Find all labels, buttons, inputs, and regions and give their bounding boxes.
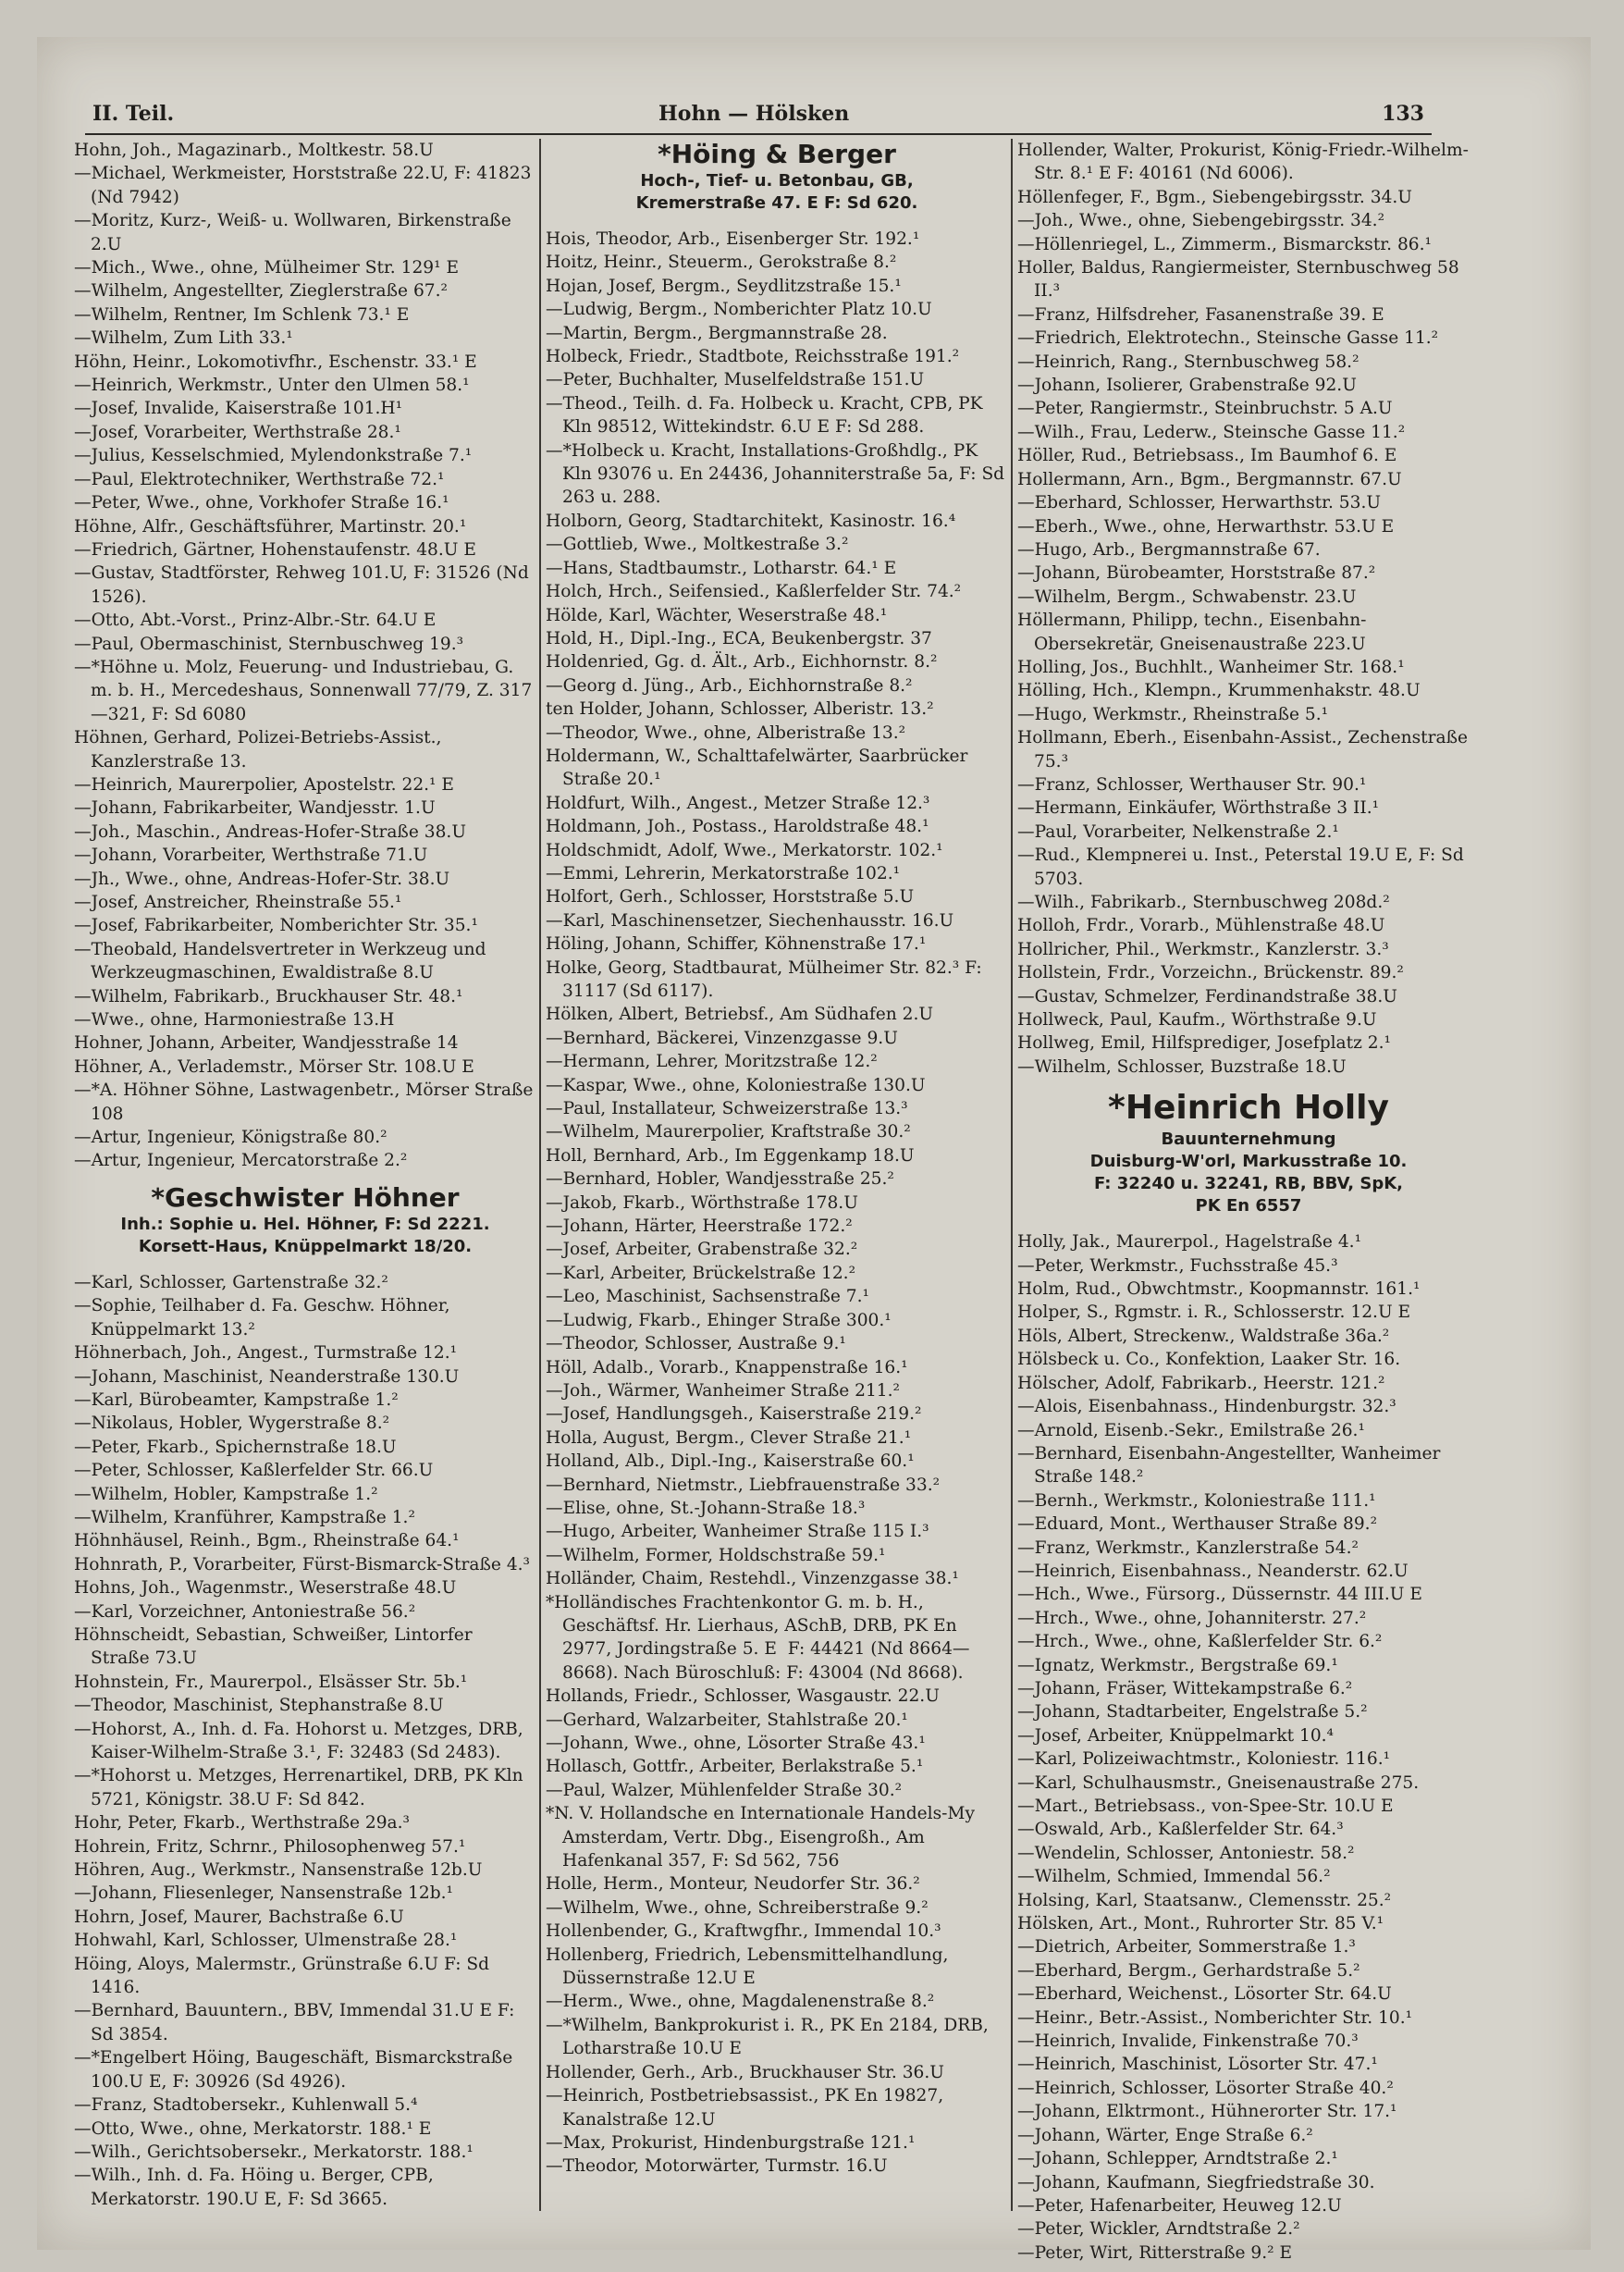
directory-entry: Hollmann, Eberh., Eisenbahn-Assist., Zechenstraße 75.³ (1017, 728, 1473, 772)
directory-entry: Hohns, Joh., Wagenmstr., Weserstraße 48.U (74, 1578, 457, 1599)
directory-entry: —Wilh., Gerichtsobersekr., Merkatorstr. 188.¹ (74, 2142, 474, 2162)
directory-entry: Hollweg, Emil, Hilfsprediger, Josefplatz 2.¹ (1017, 1033, 1391, 1054)
directory-entry: —Wilhelm, Rentner, Im Schlenk 73.¹ E (74, 304, 410, 325)
directory-entry: —Joh., Wwe., ohne, Siebengebirgsstr. 34.² (1017, 211, 1385, 231)
directory-entry: —*Wilhelm, Bankprokurist i. R., PK En 2184, DRB, Lotharstraße 10.U E (546, 2015, 994, 2059)
directory-entry: Höhner, A., Verlademstr., Mörser Str. 108.U E (74, 1056, 474, 1077)
directory-entry: —Karl, Vorzeichner, Antoniestraße 56.² (74, 1601, 416, 1622)
directory-entry: —Sophie, Teilhaber d. Fa. Geschw. Höhner, Knüppelmarkt 13.² (74, 1296, 456, 1340)
directory-entry: —Elise, ohne, St.-Johann-Straße 18.³ (546, 1498, 866, 1518)
directory-entry: —Wilhelm, Hobler, Kampstraße 1.² (74, 1484, 378, 1504)
directory-entry: —Hch., Wwe., Fürsorg., Düssernstr. 44 III.U E (1017, 1585, 1422, 1605)
directory-entry: —Heinr., Betr.-Assist., Nomberichter Str. 10.¹ (1017, 2007, 1413, 2028)
advert-line: Korsett-Haus, Knüppelmarkt 18/20. (138, 1236, 473, 1256)
directory-entry: —Jakob, Fkarb., Wörthstraße 178.U (546, 1192, 858, 1213)
directory-entry: —Peter, Fkarb., Spichernstraße 18.U (74, 1437, 397, 1457)
directory-entry: —Gerhard, Walzarbeiter, Stahlstraße 20.¹ (546, 1710, 908, 1730)
directory-entry: Hollricher, Phil., Werkmstr., Kanzlerstr. 3.³ (1017, 939, 1389, 959)
directory-entry: Hois, Theodor, Arb., Eisenberger Str. 192.¹ (546, 229, 920, 249)
directory-entry: —Georg d. Jüng., Arb., Eichhornstraße 8.² (546, 675, 913, 696)
directory-entry: Hollands, Friedr., Schlosser, Wasgaustr. 22.U (546, 1686, 940, 1707)
directory-entry: Hollweck, Paul, Kaufm., Wörthstraße 9.U (1017, 1010, 1377, 1031)
directory-entry: —Wilhelm, Bergm., Schwabenstr. 23.U (1017, 587, 1357, 607)
directory-entry: Hold, H., Dipl.-Ing., ECA, Beukenbergstr. 37 (546, 628, 932, 648)
directory-entry: —Hugo, Arb., Bergmannstraße 67. (1017, 539, 1321, 560)
directory-entry: —Max, Prokurist, Hindenburgstraße 121.¹ (546, 2132, 916, 2153)
directory-entry: —Theodor, Motorwärter, Turmstr. 16.U (546, 2156, 888, 2177)
directory-entry: —Bernhard, Bäckerei, Vinzenzgasse 9.U (546, 1028, 898, 1048)
directory-entry: Holfort, Gerh., Schlosser, Horststraße 5.U (546, 887, 915, 908)
directory-entry: Holdmann, Joh., Postass., Haroldstraße 48.¹ (546, 817, 929, 837)
directory-entry: Holler, Baldus, Rangiermeister, Sternbuschweg 58 II.³ (1017, 258, 1465, 302)
directory-entry: Hölsbeck u. Co., Konfektion, Laaker Str. 16. (1017, 1350, 1401, 1370)
directory-entry: *Holländisches Frachtenkontor G. m. b. H., Geschäftsf. Hr. Lierhaus, ASchB, DRB, PK En 2977, Jordingstraße 5. E F: 44421 (Nd 8664—8668). Nach Büroschluß: F: 43004 (Nd 8668). (546, 1592, 970, 1683)
directory-entry: —Heinrich, Postbetriebsassist., PK En 19827, Kanalstraße 12.U (546, 2086, 950, 2130)
directory-entry: —*Hohorst u. Metzges, Herrenartikel, DRB, PK Kln 5721, Königstr. 38.U F: Sd 842. (74, 1766, 529, 1809)
directory-entry: —Mich., Wwe., ohne, Mülheimer Str. 129¹ E (74, 258, 460, 278)
directory-entry: —Rud., Klempnerei u. Inst., Peterstal 19.U E, F: Sd 5703. (1017, 846, 1470, 889)
directory-entry: —Hermann, Lehrer, Moritzstraße 12.² (546, 1052, 878, 1072)
directory-entry: Hölscher, Adolf, Fabrikarb., Heerstr. 121.² (1017, 1373, 1385, 1393)
directory-entry: —Ludwig, Fkarb., Ehinger Straße 300.¹ (546, 1310, 892, 1330)
directory-entry: —Johann, Kaufmann, Siegfriedstraße 30. (1017, 2172, 1375, 2192)
directory-entry: Hölken, Albert, Betriebsf., Am Südhafen 2.U (546, 1005, 934, 1025)
directory-entry: —Paul, Walzer, Mühlenfelder Straße 30.² (546, 1780, 903, 1800)
directory-entry: Hölsken, Art., Mont., Ruhrorter Str. 85 V.¹ (1017, 1914, 1384, 1934)
directory-entry: —Martin, Bergm., Bergmannstraße 28. (546, 323, 888, 343)
directory-entry: —Johann, Fräser, Wittekampstraße 6.² (1017, 1678, 1353, 1698)
directory-entry: —Peter, Wirt, Ritterstraße 9.² E (1017, 2242, 1293, 2263)
directory-entry: —Wwe., ohne, Harmoniestraße 13.H (74, 1010, 395, 1031)
directory-entry: —Johann, Fliesenleger, Nansenstraße 12b.¹ (74, 1883, 454, 1904)
directory-entry: —Peter, Schlosser, Kaßlerfelder Str. 66.U (74, 1461, 434, 1481)
directory-entry: —Kaspar, Wwe., ohne, Koloniestraße 130.U (546, 1075, 926, 1095)
directory-entry: —Karl, Maschinensetzer, Siechenhausstr. 16.U (546, 910, 954, 931)
directory-entry: —Eduard, Mont., Werthauser Straße 89.² (1017, 1514, 1378, 1535)
directory-entry: —Ignatz, Werkmstr., Bergstraße 69.¹ (1017, 1655, 1338, 1675)
directory-entry: —Julius, Kesselschmied, Mylendonkstraße 7.¹ (74, 446, 473, 466)
advert-line: Duisburg-W'orl, Markusstraße 10. (1089, 1152, 1408, 1172)
directory-entry: —Johann, Stadtarbeiter, Engelstraße 5.² (1017, 1702, 1368, 1723)
directory-entry: —Eberhard, Bergm., Gerhardstraße 5.² (1017, 1960, 1360, 1981)
directory-entry: —Johann, Wwe., ohne, Lösorter Straße 43.¹ (546, 1734, 926, 1753)
directory-entry: —Paul, Elektrotechniker, Werthstraße 72.¹ (74, 469, 445, 489)
directory-entry: —*Engelbert Höing, Baugeschäft, Bismarckstraße 100.U E, F: 30926 (Sd 4926). (74, 2048, 519, 2092)
directory-entry: —Peter, Werkmstr., Fuchsstraße 45.³ (1017, 1255, 1338, 1276)
directory-entry: —Emmi, Lehrerin, Merkatorstraße 102.¹ (546, 863, 901, 883)
directory-entry: —Peter, Wickler, Arndtstraße 2.² (1017, 2219, 1300, 2240)
column-3 (1017, 139, 1480, 2263)
directory-entry: Holland, Alb., Dipl.-Ing., Kaiserstraße 60.¹ (546, 1451, 915, 1472)
directory-entry: Höling, Johann, Schiffer, Köhnenstraße 17.¹ (546, 934, 927, 955)
directory-entry: —Johann, Maschinist, Neanderstraße 130.U (74, 1366, 460, 1387)
directory-entry: —Heinrich, Invalide, Finkenstraße 70.³ (1017, 2031, 1359, 2052)
directory-entry: —Wilh., Frau, Lederw., Steinsche Gasse 11.² (1017, 422, 1406, 442)
directory-entry: Hoitz, Heinr., Steuerm., Gerokstraße 8.² (546, 253, 897, 273)
directory-entry: —Hugo, Arbeiter, Wanheimer Straße 115 I.³ (546, 1522, 929, 1542)
directory-entry: Holch, Hrch., Seifensied., Kaßlerfelder Str. 74.² (546, 582, 962, 602)
advert-line: Inh.: Sophie u. Hel. Höhner, F: Sd 2221. (120, 1214, 490, 1234)
directory-entry: —Alois, Eisenbahnass., Hindenburgstr. 32.³ (1017, 1397, 1396, 1417)
directory-entry: Holdenried, Gg. d. Ält., Arb., Eichhornstr. 8.² (546, 652, 938, 673)
directory-entry: Hollender, Gerh., Arb., Bruckhauser Str. 36.U (546, 2062, 944, 2082)
directory-entry: Hohnrath, P., Vorarbeiter, Fürst-Bismarck-Straße 4.³ (74, 1554, 531, 1574)
directory-entry: —Wilh., Inh. d. Fa. Höing u. Berger, CPB, Merkatorstr. 190.U E, F: Sd 3665. (74, 2166, 439, 2209)
directory-entry: Höllermann, Philipp, techn., Eisenbahn-Obersekretär, Gneisenaustraße 223.U (1017, 611, 1367, 654)
directory-entry: Hollermann, Arn., Bgm., Bergmannstr. 67.U (1017, 469, 1402, 489)
directory-entry: —Artur, Ingenieur, Königstraße 80.² (74, 1128, 388, 1148)
directory-entry: —Hrch., Wwe., ohne, Johanniterstr. 27.² (1017, 1608, 1367, 1628)
directory-entry: Holm, Rud., Obwchtmstr., Koopmannstr. 161.¹ (1017, 1279, 1421, 1300)
directory-entry: —Bernh., Werkmstr., Koloniestraße 111.¹ (1017, 1490, 1376, 1511)
directory-entry: Hölling, Hch., Klempn., Krummenhakstr. 48.U (1017, 681, 1421, 701)
directory-entry: —Theodor, Maschinist, Stephanstraße 8.U (74, 1696, 444, 1716)
directory-entry: —Heinrich, Eisenbahnass., Neanderstr. 62.U (1017, 1561, 1409, 1581)
advert-line: PK En 6557 (1195, 1196, 1302, 1216)
directory-entry: Höll, Adalb., Vorarb., Knappenstraße 16.¹ (546, 1357, 908, 1377)
directory-entry: —Karl, Schulhausmstr., Gneisenaustraße 275. (1017, 1772, 1420, 1793)
directory-entry: Höhnscheidt, Sebastian, Schweißer, Lintorfer Straße 73.U (74, 1624, 478, 1669)
directory-entry: —*Holbeck u. Kracht, Installations-Großhdlg., PK Kln 93076 u. En 24436, Johanniterstraße 5a, F: Sd 263 u. 288. (546, 440, 1011, 508)
directory-entry: —Nikolaus, Hobler, Wygerstraße 8.² (74, 1414, 390, 1434)
directory-entry: —Franz, Hilfsdreher, Fasanenstraße 39. E (1017, 304, 1384, 325)
directory-entry: Holländer, Chaim, Restehdl., Vinzenzgasse 38.¹ (546, 1569, 959, 1589)
directory-entry: Holloh, Frdr., Vorarb., Mühlenstraße 48.U (1017, 916, 1385, 936)
directory-entry: —Wilhelm, Angestellter, Zieglerstraße 67.² (74, 281, 448, 302)
directory-entry: —*A. Höhner Söhne, Lastwagenbetr., Mörser Straße 108 (74, 1080, 539, 1124)
directory-entry: Höhnerbach, Joh., Angest., Turmstraße 12.¹ (74, 1343, 458, 1364)
directory-entry: —Otto, Abt.-Vorst., Prinz-Albr.-Str. 64.U E (74, 611, 437, 631)
directory-entry: —Bernhard, Bauuntern., BBV, Immendal 31.U E F: Sd 3854. (74, 2001, 521, 2044)
column-1 (74, 139, 539, 2220)
directory-entry: —Franz, Werkmstr., Kanzlerstraße 54.² (1017, 1537, 1359, 1558)
directory-entry: Hohner, Johann, Arbeiter, Wandjesstraße 14 (74, 1033, 459, 1054)
directory-entry: —Johann, Isolierer, Grabenstraße 92.U (1017, 376, 1357, 396)
directory-entry: Holborn, Georg, Stadtarchitekt, Kasinostr. 16.⁴ (546, 511, 956, 531)
directory-entry: Hojan, Josef, Bergm., Seydlitzstraße 15.¹ (546, 276, 902, 296)
directory-entry: Hohrn, Josef, Maurer, Bachstraße 6.U (74, 1907, 404, 1927)
directory-entry: Höing, Aloys, Malermstr., Grünstraße 6.U F: Sd 1416. (74, 1954, 495, 1998)
directory-entry: —Mart., Betriebsass., von-Spee-Str. 10.U E (1017, 1797, 1394, 1816)
directory-entry: Holling, Jos., Buchhlt., Wanheimer Str. 168.¹ (1017, 657, 1405, 677)
directory-entry: —Bernhard, Nietmstr., Liebfrauenstraße 33.² (546, 1475, 941, 1495)
directory-entry: —Heinrich, Rang., Sternbuschweg 58.² (1017, 352, 1359, 372)
directory-entry: Höhn, Heinr., Lokomotivfhr., Eschenstr. 33.¹ E (74, 352, 477, 372)
directory-entry: Hollasch, Gottfr., Arbeiter, Berlakstraße 5.¹ (546, 1757, 924, 1777)
directory-entry: —Karl, Bürobeamter, Kampstraße 1.² (74, 1389, 399, 1410)
directory-entry: —Paul, Installateur, Schweizerstraße 13.³ (546, 1099, 908, 1119)
directory-entry: —Leo, Maschinist, Sachsenstraße 7.¹ (546, 1287, 869, 1307)
directory-entry: —Herm., Wwe., ohne, Magdalenenstraße 8.² (546, 1992, 935, 2012)
advert-line: Kremerstraße 47. E F: Sd 620. (635, 193, 918, 213)
directory-entry: —Josef, Arbeiter, Grabenstraße 32.² (546, 1240, 858, 1260)
directory-entry: —Josef, Fabrikarbeiter, Nomberichter Str. 35.¹ (74, 916, 478, 936)
directory-entry: —Hrch., Wwe., ohne, Kaßlerfelder Str. 6.² (1017, 1632, 1383, 1652)
directory-entry: —Karl, Polizeiwachtmstr., Koloniestr. 116.¹ (1017, 1749, 1391, 1770)
directory-entry: —Johann, Schlepper, Arndtstraße 2.¹ (1017, 2149, 1338, 2169)
directory-entry: —Wilhelm, Zum Lith 33.¹ (74, 328, 293, 349)
directory-entry: —Gustav, Stadtförster, Rehweg 101.U, F: 31526 (Nd 1526). (74, 563, 535, 607)
directory-entry: —Johann, Bürobeamter, Horststraße 87.² (1017, 563, 1376, 584)
directory-entry: —Peter, Buchhalter, Muselfeldstraße 151.U (546, 370, 925, 390)
directory-entry: Hollenbender, G., Kraftwgfhr., Immendal 10.³ (546, 1921, 941, 1942)
directory-entry: Holbeck, Friedr., Stadtbote, Reichsstraße 191.² (546, 347, 960, 367)
directory-entry: —Heinrich, Maurerpolier, Apostelstr. 22.¹ E (74, 774, 454, 795)
directory-entry: Höhren, Aug., Werkmstr., Nansenstraße 12b.U (74, 1860, 483, 1881)
directory-entry: —*Höhne u. Molz, Feuerung- und Industriebau, G. m. b. H., Mercedeshaus, Sonnenwall 77/79, Z. 317—321, F: Sd 6080 (74, 657, 533, 724)
directory-entry: Hollender, Walter, Prokurist, König-Friedr.-Wilhelm-Str. 8.¹ E F: 40161 (Nd 6006). (1017, 141, 1469, 184)
directory-entry: —Jh., Wwe., ohne, Andreas-Hofer-Str. 38.U (74, 869, 450, 889)
column-rule (539, 139, 541, 2211)
directory-entry: Hohnstein, Fr., Maurerpol., Elsässer Str. 5b.¹ (74, 1672, 468, 1692)
directory-entry: —Hohorst, A., Inh. d. Fa. Hohorst u. Metzges, DRB, Kaiser-Wilhelm-Straße 3.¹, F: 32483 (Sd 2483). (74, 1719, 529, 1762)
page-number: 133 (1382, 102, 1424, 126)
advert-firm-name: *Geschwister Höhner (151, 1181, 460, 1213)
directory-entry: —Hans, Stadtbaumstr., Lotharstr. 64.¹ E (546, 558, 897, 578)
directory-entry: —Franz, Stadtobersekr., Kuhlenwall 5.⁴ (74, 2095, 418, 2116)
directory-entry: —Johann, Fabrikarbeiter, Wandjesstr. 1.U (74, 798, 436, 819)
directory-entry: Hohrein, Fritz, Schrnr., Philosophenweg 57.¹ (74, 1836, 466, 1857)
directory-entry: —Friedrich, Elektrotechn., Steinsche Gasse 11.² (1017, 328, 1439, 349)
directory-entry: —Josef, Arbeiter, Knüppelmarkt 10.⁴ (1017, 1725, 1335, 1746)
advert-geschwister-hoehner (74, 1182, 536, 1258)
directory-entry: Holdermann, W., Schalttafelwärter, Saarbrücker Straße 20.¹ (546, 746, 974, 790)
directory-entry: —Dietrich, Arbeiter, Sommerstraße 1.³ (1017, 1937, 1356, 1957)
directory-entry: —Wilhelm, Schmied, Immendal 56.² (1017, 1867, 1331, 1887)
directory-entry: —Josef, Handlungsgeh., Kaiserstraße 219.² (546, 1404, 922, 1425)
directory-entry: Höls, Albert, Streckenw., Waldstraße 36a.² (1017, 1326, 1390, 1346)
page-header (85, 100, 1432, 135)
directory-entry: —Eberh., Wwe., ohne, Herwarthstr. 53.U E (1017, 516, 1395, 537)
directory-entry: —Hermann, Einkäufer, Wörthstraße 3 II.¹ (1017, 798, 1380, 819)
directory-entry: ten Holder, Johann, Schlosser, Alberistr. 13.² (546, 699, 934, 720)
advert-firm-name: *Heinrich Holly (1108, 1089, 1389, 1128)
directory-entry: Höllenfeger, F., Bgm., Siebengebirgsstr. 34.U (1017, 187, 1412, 207)
directory-entry: Holper, S., Rgmstr. i. R., Schlosserstr. 12.U E (1017, 1303, 1411, 1323)
directory-entry: —Johann, Elktrmont., Hühnerorter Str. 17.¹ (1017, 2102, 1397, 2122)
directory-entry: —Josef, Vorarbeiter, Werthstraße 28.¹ (74, 422, 401, 442)
directory-entry: Hohwahl, Karl, Schlosser, Ulmenstraße 28.¹ (74, 1931, 458, 1951)
directory-entry: —Joh., Wärmer, Wanheimer Straße 211.² (546, 1380, 901, 1401)
directory-entry: —Oswald, Arb., Kaßlerfelder Str. 64.³ (1017, 1820, 1344, 1840)
directory-entry: —Josef, Anstreicher, Rheinstraße 55.¹ (74, 893, 402, 912)
directory-entry: —Gottlieb, Wwe., Moltkestraße 3.² (546, 535, 849, 555)
directory-entry: Hollenberg, Friedrich, Lebensmittelhandlung, Düssernstraße 12.U E (546, 1945, 954, 1989)
directory-entry: —Paul, Obermaschinist, Sternbuschweg 19.³ (74, 634, 464, 654)
advert-hoeing-berger (546, 139, 1008, 215)
directory-entry: —Wilhelm, Kranführer, Kampstraße 1.² (74, 1507, 415, 1527)
directory-entry: —Friedrich, Gärtner, Hohenstaufenstr. 48.U E (74, 539, 476, 560)
directory-entry: —Joh., Maschin., Andreas-Hofer-Straße 38.U (74, 821, 466, 842)
directory-entry: —Theodor, Wwe., ohne, Alberistraße 13.² (546, 722, 906, 743)
directory-entry: —Wilhelm, Maurerpolier, Kraftstraße 30.² (546, 1122, 911, 1142)
directory-entry: —Paul, Vorarbeiter, Nelkenstraße 2.¹ (1017, 821, 1339, 842)
directory-entry: —Johann, Vorarbeiter, Werthstraße 71.U (74, 846, 428, 866)
directory-entry: —Josef, Invalide, Kaiserstraße 101.H¹ (74, 399, 403, 419)
directory-entry: —Theod., Teilh. d. Fa. Holbeck u. Kracht, CPB, PK Kln 98512, Wittekindstr. 6.U E F: Sd 288. (546, 393, 989, 438)
directory-entry: Hohn, Joh., Magazinarb., Moltkestr. 58.U (74, 141, 434, 160)
directory-entry: Holl, Bernhard, Arb., Im Eggenkamp 18.U (546, 1145, 915, 1166)
directory-entry: —Eberhard, Schlosser, Herwarthstr. 53.U (1017, 493, 1382, 513)
directory-entry: —Otto, Wwe., ohne, Merkatorstr. 188.¹ E (74, 2118, 432, 2139)
directory-entry: —Peter, Wwe., ohne, Vorkhofer Straße 16.¹ (74, 493, 449, 513)
directory-entry: Holke, Georg, Stadtbaurat, Mülheimer Str. 82.³ F: 31117 (Sd 6117). (546, 957, 988, 1001)
directory-entry: —Arnold, Eisenb.-Sekr., Emilstraße 26.¹ (1017, 1420, 1365, 1440)
directory-entry: —Gustav, Schmelzer, Ferdinandstraße 38.U (1017, 986, 1397, 1006)
directory-entry: Hölde, Karl, Wächter, Weserstraße 48.¹ (546, 605, 888, 625)
name-range: Hohn — Hölsken (658, 102, 850, 126)
directory-entry: —Eberhard, Weichenst., Lösorter Str. 64.U (1017, 1984, 1392, 2005)
directory-entry: —Wendelin, Schlosser, Antoniestr. 58.² (1017, 1843, 1355, 1863)
directory-entry: Holdfurt, Wilh., Angest., Metzer Straße 12.³ (546, 793, 930, 813)
column-rule (1011, 139, 1013, 2211)
directory-entry: Holsing, Karl, Staatsanw., Clemensstr. 25.² (1017, 1890, 1392, 1910)
directory-entry: —Ludwig, Bergm., Nomberichter Platz 10.U (546, 300, 932, 320)
directory-entry: —Wilh., Fabrikarb., Sternbuschweg 208d.² (1017, 893, 1390, 912)
advert-firm-name: *Höing & Berger (658, 139, 896, 169)
directory-entry: —Johann, Härter, Heerstraße 172.² (546, 1216, 853, 1237)
directory-entry: Hollstein, Frdr., Vorzeichn., Brückenstr. 89.² (1017, 963, 1404, 983)
directory-entry: —Moritz, Kurz-, Weiß- u. Wollwaren, Birkenstraße 2.U (74, 211, 517, 254)
advert-line: Hoch-, Tief- u. Betonbau, GB, (640, 171, 914, 191)
directory-entry: —Heinrich, Werkmstr., Unter den Ulmen 58.¹ (74, 376, 470, 396)
directory-entry: —Theobald, Handelsvertreter in Werkzeug und Werkzeugmaschinen, Ewaldistraße 8.U (74, 939, 492, 983)
advert-line: F: 32240 u. 32241, RB, BBV, SpK, (1093, 1174, 1404, 1194)
column-2 (546, 139, 1011, 2220)
directory-entry: —Wilhelm, Wwe., ohne, Schreiberstraße 9.² (546, 1897, 929, 1918)
directory-entry: —Karl, Schlosser, Gartenstraße 32.² (74, 1272, 388, 1292)
directory-entry: —Theodor, Schlosser, Austraße 9.¹ (546, 1334, 846, 1354)
directory-entry: Holly, Jak., Maurerpol., Hagelstraße 4.¹ (1017, 1232, 1362, 1253)
directory-entry: —Michael, Werkmeister, Horststraße 22.U, F: 41823 (Nd 7942) (74, 164, 537, 207)
directory-entry: Höhnen, Gerhard, Polizei-Betriebs-Assist., Kanzlerstraße 13. (74, 728, 448, 772)
directory-entry: —Peter, Hafenarbeiter, Heuweg 12.U (1017, 2195, 1342, 2216)
directory-entry: Höhnhäusel, Reinh., Bgm., Rheinstraße 64.¹ (74, 1531, 460, 1551)
directory-entry: Holle, Herm., Monteur, Neudorfer Str. 36.² (546, 1874, 920, 1895)
directory-entry: Holdschmidt, Adolf, Wwe., Merkatorstr. 102.¹ (546, 840, 943, 860)
directory-entry: —Karl, Arbeiter, Brückelstraße 12.² (546, 1263, 856, 1283)
directory-entry: Holla, August, Bergm., Clever Straße 21.¹ (546, 1427, 912, 1448)
directory-entry: —Bernhard, Hobler, Wandjesstraße 25.² (546, 1169, 894, 1190)
directory-entry: —Peter, Rangiermstr., Steinbruchstr. 5 A.U (1017, 399, 1393, 419)
directory-entry: —Wilhelm, Schlosser, Buzstraße 18.U (1017, 1056, 1347, 1077)
part-label: II. Teil. (92, 102, 175, 126)
directory-entry: —Hugo, Werkmstr., Rheinstraße 5.¹ (1017, 704, 1329, 724)
directory-entry: *N. V. Hollandsche en Internationale Handels-My Amsterdam, Vertr. Dbg., Eisengroßh., Am Hafenkanal 357, F: Sd 562, 756 (546, 1804, 980, 1871)
directory-entry: Höhne, Alfr., Geschäftsführer, Martinstr. 20.¹ (74, 516, 467, 537)
directory-entry: —Franz, Schlosser, Werthauser Str. 90.¹ (1017, 774, 1367, 795)
directory-entry: —Heinrich, Maschinist, Lösorter Str. 47.¹ (1017, 2055, 1378, 2075)
directory-entry: Hohr, Peter, Fkarb., Werthstraße 29a.³ (74, 1813, 411, 1834)
directory-entry: Höller, Rud., Betriebsass., Im Baumhof 6. E (1017, 446, 1397, 466)
directory-entry: —Höllenriegel, L., Zimmerm., Bismarckstr. 86.¹ (1017, 234, 1432, 254)
directory-entry: —Johann, Wärter, Enge Straße 6.² (1017, 2125, 1313, 2145)
directory-entry: —Artur, Ingenieur, Mercatorstraße 2.² (74, 1151, 408, 1171)
directory-entry: —Wilhelm, Fabrikarb., Bruckhauser Str. 48.¹ (74, 986, 463, 1006)
advert-heinrich-holly (1017, 1088, 1480, 1217)
directory-entry: —Wilhelm, Former, Holdschstraße 59.¹ (546, 1545, 886, 1565)
directory-entry: —Heinrich, Schlosser, Lösorter Straße 40.² (1017, 2078, 1394, 2098)
directory-entry: —Bernhard, Eisenbahn-Angestellter, Wanheimer Straße 148.² (1017, 1443, 1446, 1488)
advert-line: Bauunternehmung (1161, 1130, 1336, 1150)
